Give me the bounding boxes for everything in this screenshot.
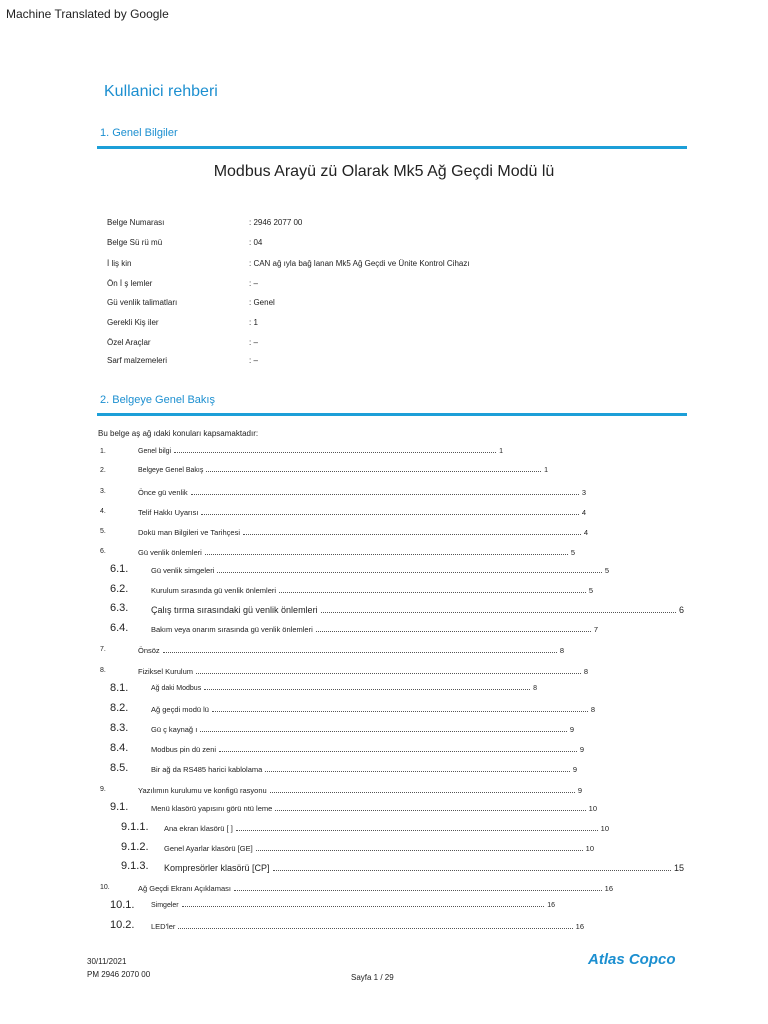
guide-title: Kullanici rehberi bbox=[104, 83, 218, 100]
toc-leader-dots bbox=[243, 534, 581, 535]
toc-number: 9.1.3. bbox=[121, 860, 149, 872]
toc-title: Ağ geçdi modü lü bbox=[151, 705, 209, 714]
toc-page: 16 bbox=[575, 922, 584, 931]
toc-page: 8 bbox=[583, 667, 588, 676]
toc-page: 16 bbox=[547, 902, 555, 909]
footer-page-number: Sayfa 1 / 29 bbox=[351, 973, 394, 982]
toc-title: Çalış tırma sırasındaki gü venlik önlemleri bbox=[151, 605, 318, 615]
meta-value: : – bbox=[249, 356, 258, 365]
section-rule bbox=[97, 413, 687, 416]
toc-title: Fiziksel Kurulum bbox=[138, 667, 194, 676]
toc-item[interactable] bbox=[0, 666, 768, 680]
toc-item[interactable] bbox=[0, 604, 768, 618]
toc-item[interactable] bbox=[0, 704, 768, 718]
meta-row bbox=[107, 298, 275, 307]
toc-leader-dots bbox=[201, 514, 579, 515]
meta-row bbox=[107, 238, 263, 247]
toc-title: Menü klasörü yapısını görü ntü leme bbox=[151, 804, 273, 813]
toc-title: Önce gü venlik bbox=[138, 488, 188, 497]
toc-item[interactable] bbox=[0, 507, 768, 521]
toc-number: 9.1. bbox=[110, 801, 129, 813]
toc-item[interactable] bbox=[0, 487, 768, 501]
toc-title: Modbus pin dü zeni bbox=[151, 745, 217, 754]
toc-page: 9 bbox=[569, 725, 574, 734]
toc-item[interactable] bbox=[0, 744, 768, 758]
toc-number: 7. bbox=[100, 646, 106, 653]
toc-item[interactable] bbox=[0, 862, 768, 876]
toc-leader-dots bbox=[174, 452, 496, 453]
section-heading-overview: 2. Belgeye Genel Bakış bbox=[100, 394, 215, 406]
toc-leader-dots bbox=[206, 471, 541, 472]
toc-number: 8.4. bbox=[110, 742, 129, 754]
meta-label: Belge Numarası bbox=[107, 218, 165, 227]
toc-page: 1 bbox=[499, 448, 503, 455]
toc-item[interactable] bbox=[0, 823, 768, 837]
toc-page: 8 bbox=[559, 646, 564, 655]
toc-leader-dots bbox=[212, 711, 588, 712]
toc-number: 3. bbox=[100, 488, 106, 495]
toc-page: 6 bbox=[678, 605, 684, 615]
toc-item[interactable] bbox=[0, 585, 768, 599]
toc-leader-dots bbox=[205, 554, 568, 555]
toc-item[interactable] bbox=[0, 921, 768, 935]
toc-number: 10.1. bbox=[110, 899, 135, 911]
toc-number: 4. bbox=[100, 508, 106, 515]
meta-label: Belge Sü rü mü bbox=[107, 238, 163, 247]
toc-title: Kompresörler klasörü [CP] bbox=[164, 863, 270, 873]
toc-leader-dots bbox=[163, 652, 557, 653]
meta-row bbox=[107, 338, 258, 347]
toc-page: 9 bbox=[572, 765, 577, 774]
toc-title: Gü venlik simgeleri bbox=[151, 566, 215, 575]
toc-page: 3 bbox=[581, 488, 586, 497]
meta-row bbox=[107, 318, 258, 327]
toc-leader-dots bbox=[196, 673, 581, 674]
toc-page: 9 bbox=[577, 786, 582, 795]
meta-label: Gü venlik talimatları bbox=[107, 298, 178, 307]
meta-value: : 2946 2077 00 bbox=[249, 218, 303, 227]
toc-title: Belgeye Genel Bakış bbox=[138, 467, 204, 474]
toc-item[interactable] bbox=[0, 645, 768, 659]
meta-value: : Genel bbox=[249, 298, 275, 307]
toc-leader-dots bbox=[236, 830, 598, 831]
toc-title: Ağ Geçdi Ekranı Açıklaması bbox=[138, 884, 231, 893]
toc-leader-dots bbox=[219, 751, 577, 752]
toc-leader-dots bbox=[217, 572, 602, 573]
toc-item[interactable] bbox=[0, 684, 768, 698]
toc-number: 9.1.2. bbox=[121, 841, 149, 853]
toc-item[interactable] bbox=[0, 724, 768, 738]
overview-intro: Bu belge aş ağ ıdaki konuları kapsamaktadır: bbox=[98, 429, 259, 438]
footer-pm-number: PM 2946 2070 00 bbox=[87, 970, 151, 979]
toc-leader-dots bbox=[182, 906, 544, 907]
toc-number: 1. bbox=[100, 448, 106, 455]
toc-number: 6.3. bbox=[110, 602, 129, 614]
meta-label: Sarf malzemeleri bbox=[107, 356, 168, 365]
document-title: Modbus Arayü zü Olarak Mk5 Ağ Geçdi Modü lü bbox=[213, 163, 555, 180]
toc-page: 10 bbox=[600, 824, 609, 833]
meta-value: : – bbox=[249, 279, 258, 288]
meta-value: : – bbox=[249, 338, 258, 347]
toc-leader-dots bbox=[178, 928, 573, 929]
toc-title: Genel Ayarlar klasörü [GE] bbox=[164, 844, 253, 853]
toc-number: 8.5. bbox=[110, 762, 129, 774]
toc-item[interactable] bbox=[0, 527, 768, 541]
toc-leader-dots bbox=[204, 689, 530, 690]
meta-label: İ liş kin bbox=[107, 259, 132, 268]
toc-title: Ağ daki Modbus bbox=[151, 685, 202, 692]
toc-page: 1 bbox=[544, 467, 548, 474]
toc-page: 4 bbox=[583, 528, 588, 537]
toc-number: 6.4. bbox=[110, 622, 129, 634]
toc-title: Gü ç kaynağ ı bbox=[151, 725, 198, 734]
meta-row bbox=[107, 356, 258, 365]
toc-title: Simgeler bbox=[151, 902, 179, 909]
toc-page: 5 bbox=[588, 586, 593, 595]
toc-title: Gü venlik önlemleri bbox=[138, 548, 202, 557]
meta-label: Özel Araçlar bbox=[107, 338, 151, 347]
toc-leader-dots bbox=[270, 792, 575, 793]
toc-leader-dots bbox=[275, 810, 586, 811]
toc-number: 6.1. bbox=[110, 563, 129, 575]
meta-row bbox=[107, 259, 470, 268]
toc-item[interactable] bbox=[0, 624, 768, 638]
toc-leader-dots bbox=[279, 592, 586, 593]
toc-title: Önsöz bbox=[138, 646, 160, 655]
toc-leader-dots bbox=[273, 870, 671, 871]
toc-leader-dots bbox=[234, 890, 602, 891]
toc-number: 6. bbox=[100, 548, 106, 555]
toc-item[interactable] bbox=[0, 565, 768, 579]
toc-item[interactable] bbox=[0, 547, 768, 561]
toc-title: Kurulum sırasında gü venlik önlemleri bbox=[151, 586, 277, 595]
machine-translated-banner: Machine Translated by Google bbox=[6, 7, 169, 21]
meta-value: : 04 bbox=[249, 238, 263, 247]
meta-label: Gerekli Kiş iler bbox=[107, 318, 159, 327]
toc-page: 5 bbox=[604, 566, 609, 575]
toc-title: Bir ağ da RS485 harici kablolama bbox=[151, 765, 263, 774]
toc-item[interactable] bbox=[0, 901, 768, 915]
toc-leader-dots bbox=[256, 850, 583, 851]
meta-value: : 1 bbox=[249, 318, 258, 327]
toc-page: 8 bbox=[590, 705, 595, 714]
toc-item[interactable] bbox=[0, 843, 768, 857]
footer-date: 30/11/2021 bbox=[87, 957, 127, 966]
toc-item[interactable] bbox=[0, 447, 768, 461]
toc-number: 2. bbox=[100, 467, 106, 474]
toc-item[interactable] bbox=[0, 785, 768, 799]
toc-number: 9. bbox=[100, 786, 106, 793]
toc-title: Bakım veya onarım sırasında gü venlik önlemleri bbox=[151, 625, 313, 634]
toc-number: 8. bbox=[100, 667, 106, 674]
toc-page: 10 bbox=[585, 844, 594, 853]
toc-title: LED'ler bbox=[151, 922, 176, 931]
meta-row bbox=[107, 279, 258, 288]
toc-item[interactable] bbox=[0, 803, 768, 817]
meta-value: : CAN ağ ıyla bağ lanan Mk5 Ağ Geçdi ve Ünite Kontrol Cihazı bbox=[249, 259, 470, 268]
toc-leader-dots bbox=[191, 494, 579, 495]
toc-number: 6.2. bbox=[110, 583, 129, 595]
toc-number: 8.1. bbox=[110, 682, 129, 694]
toc-leader-dots bbox=[316, 631, 591, 632]
section-rule bbox=[97, 146, 687, 149]
toc-page: 16 bbox=[604, 884, 613, 893]
toc-leader-dots bbox=[265, 771, 570, 772]
toc-page: 5 bbox=[570, 548, 575, 557]
toc-leader-dots bbox=[321, 612, 676, 613]
toc-page: 4 bbox=[581, 508, 586, 517]
toc-item[interactable] bbox=[0, 466, 768, 480]
toc-page: 10 bbox=[588, 804, 597, 813]
toc-number: 9.1.1. bbox=[121, 821, 149, 833]
section-heading-general: 1. Genel Bilgiler bbox=[100, 127, 178, 139]
toc-number: 10. bbox=[100, 884, 110, 891]
toc-item[interactable] bbox=[0, 764, 768, 778]
toc-number: 8.3. bbox=[110, 722, 129, 734]
toc-title: Ana ekran klasörü [ ] bbox=[164, 824, 233, 833]
toc-title: Telif Hakkı Uyarısı bbox=[138, 508, 199, 517]
toc-page: 7 bbox=[593, 625, 598, 634]
toc-page: 15 bbox=[673, 863, 684, 873]
toc-title: Dokü man Bilgileri ve Tarihçesi bbox=[138, 528, 240, 537]
toc-page: 8 bbox=[533, 685, 537, 692]
toc-title: Genel bilgi bbox=[138, 448, 172, 455]
toc-item[interactable] bbox=[0, 883, 768, 897]
toc-number: 8.2. bbox=[110, 702, 129, 714]
toc-number: 10.2. bbox=[110, 919, 135, 931]
logo-text: Atlas Copco bbox=[588, 951, 676, 968]
atlas-copco-logo bbox=[586, 944, 696, 974]
toc-number: 5. bbox=[100, 528, 106, 535]
toc-title: Yazılımın kurulumu ve konfigü rasyonu bbox=[138, 786, 267, 795]
meta-label: Ön İ ş lemler bbox=[107, 279, 153, 288]
meta-row bbox=[107, 218, 303, 227]
toc-page: 9 bbox=[579, 745, 584, 754]
toc-leader-dots bbox=[200, 731, 567, 732]
